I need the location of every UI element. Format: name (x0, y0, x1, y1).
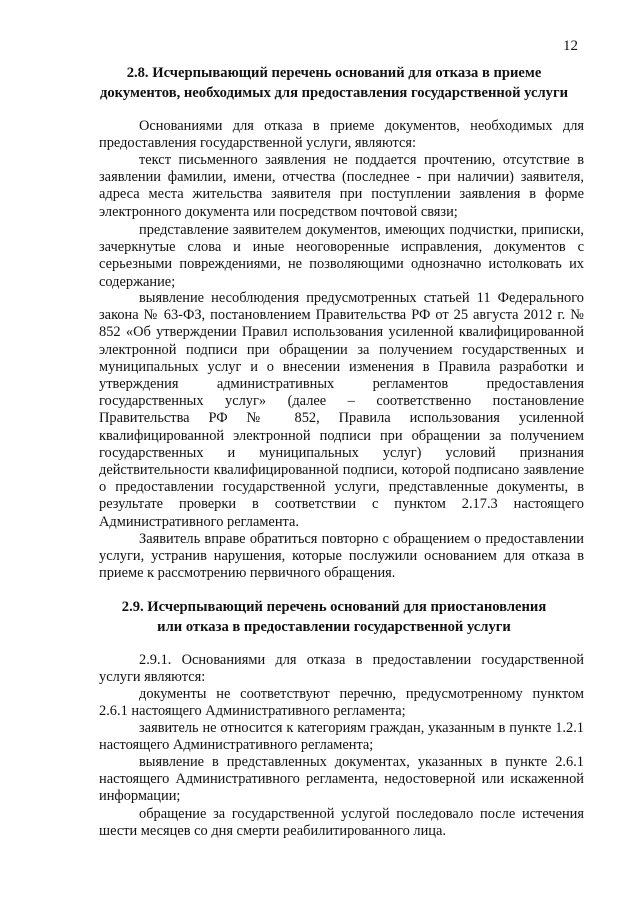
heading-line: или отказа в предоставлении государственной услуги (157, 619, 511, 635)
heading-line: 2.8. Исчерпывающий перечень оснований для отказа в приеме (126, 65, 542, 81)
section-2-9-heading (84, 597, 584, 637)
paragraph: документы не соответствуют перечню, предусмотренному пунктом 2.6.1 настоящего Административного регламента; (99, 686, 584, 720)
heading-line: документов, необходимых для предоставления государственной услуги (100, 85, 568, 101)
page-number: 12 (563, 38, 578, 54)
heading-line: 2.9. Исчерпывающий перечень оснований для приостановления (121, 599, 547, 615)
paragraph: выявление в представленных документах, указанных в пункте 2.6.1 настоящего Административного регламента, недостоверной или искаженной информации; (99, 754, 584, 805)
paragraph: Основаниями для отказа в приеме документов, необходимых для предоставления государственной услуги, являются: (99, 118, 584, 152)
paragraph: выявление несоблюдения предусмотренных статьей 11 Федерального закона № 63-ФЗ, постановлением Правительства РФ от 25 августа 2012 г. № 852 «Об утверждении Правил использования усиленной квалифицированной электронной подписи при обращении за получением государственных и муниципальных услуг и о внесении изменения в Правила разработки и утверждения административных регламентов предоставления государственных услуг» (далее – соответственно постановление Правительства РФ № 852, Правила использования усиленной квалифицированной электронной подписи при обращении за получением государственных и муниципальных услуг) условий признания действительности квалифицированной подписи, которой подписано заявление о предоставлении государственной услуги, представленные документы, в результате проверки в соответствии с пунктом 2.17.3 настоящего Административного регламента. (99, 290, 584, 530)
section-2-8-heading (84, 63, 584, 103)
paragraph: обращение за государственной услугой последовало после истечения шести месяцев со дня смерти реабилитированного лица. (99, 806, 584, 840)
paragraph: Заявитель вправе обратиться повторно с обращением о предоставлении услуги, устранив нарушения, которые послужили основанием для отказа в приеме к рассмотрению первичного обращения. (99, 531, 584, 582)
paragraph: заявитель не относится к категориям граждан, указанным в пункте 1.2.1 настоящего Административного регламента; (99, 720, 584, 754)
paragraph: представление заявителем документов, имеющих подчистки, приписки, зачеркнутые слова и иные неоговоренные исправления, документов с серьезными повреждениями, не позволяющими однозначно истолковать их содержание; (99, 222, 584, 290)
paragraph: 2.9.1. Основаниями для отказа в предоставлении государственной услуги являются: (99, 652, 584, 686)
paragraph: текст письменного заявления не поддается прочтению, отсутствие в заявлении фамилии, имени, отчества (последнее - при наличии) заявителя, адреса места жительства заявителя при поступлении заявления в форме электронного документа или посредством почтовой связи; (99, 152, 584, 220)
